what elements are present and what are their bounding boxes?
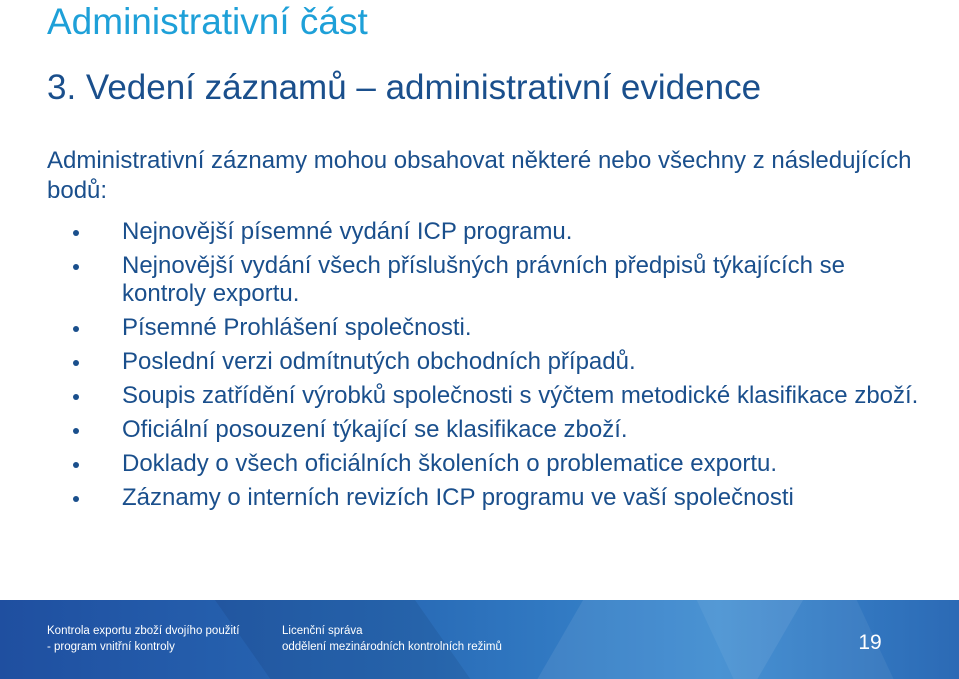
page-number: 19 [858,631,882,654]
list-item [72,484,932,512]
footer-department: oddělení mezinárodních kontrolních režimů [282,641,502,653]
footer-bar [0,600,959,679]
list-item-text: Oficiální posouzení týkající se klasifikace zboží. [122,416,628,443]
list-item-text: Poslední verzi odmítnutých obchodních případů. [122,348,636,375]
list-item [72,252,932,308]
footer-program-subtitle: - program vnitřní kontroly [47,641,175,653]
bullet-icon [73,462,79,468]
bullet-list [72,218,932,518]
list-item [72,348,932,376]
list-item [72,450,932,478]
list-item-text: Doklady o všech oficiálních školeních o problematice exportu. [122,450,778,477]
list-item-text: Záznamy o interních revizích ICP programu ve vaší společnosti [122,484,794,511]
footer-program-title: Kontrola exportu zboží dvojího použití [47,625,240,637]
footer-office-name: Licenční správa [282,625,363,637]
list-item [72,382,932,410]
list-item [72,314,932,342]
list-item [72,218,932,246]
list-item [72,416,932,444]
bullet-icon [73,394,79,400]
slide-subtitle: 3. Vedení záznamů – administrativní evidence [47,68,762,107]
list-item-text: Písemné Prohlášení společnosti. [122,314,472,341]
bullet-icon [73,428,79,434]
list-item-text: Soupis zatřídění výrobků společnosti s výčtem metodické klasifikace zboží. [122,382,919,409]
slide-title: Administrativní část [47,1,368,42]
list-item-text: Nejnovější písemné vydání ICP programu. [122,218,573,245]
list-item-text: Nejnovější vydání všech příslušných právních předpisů týkajících se kontroly exportu. [122,252,846,307]
bullet-icon [73,496,79,502]
bullet-icon [73,360,79,366]
bullet-icon [73,264,79,270]
bullet-icon [73,230,79,236]
intro-text: Administrativní záznamy mohou obsahovat některé nebo všechny z následujících bodů: [47,147,912,204]
bullet-icon [73,326,79,332]
